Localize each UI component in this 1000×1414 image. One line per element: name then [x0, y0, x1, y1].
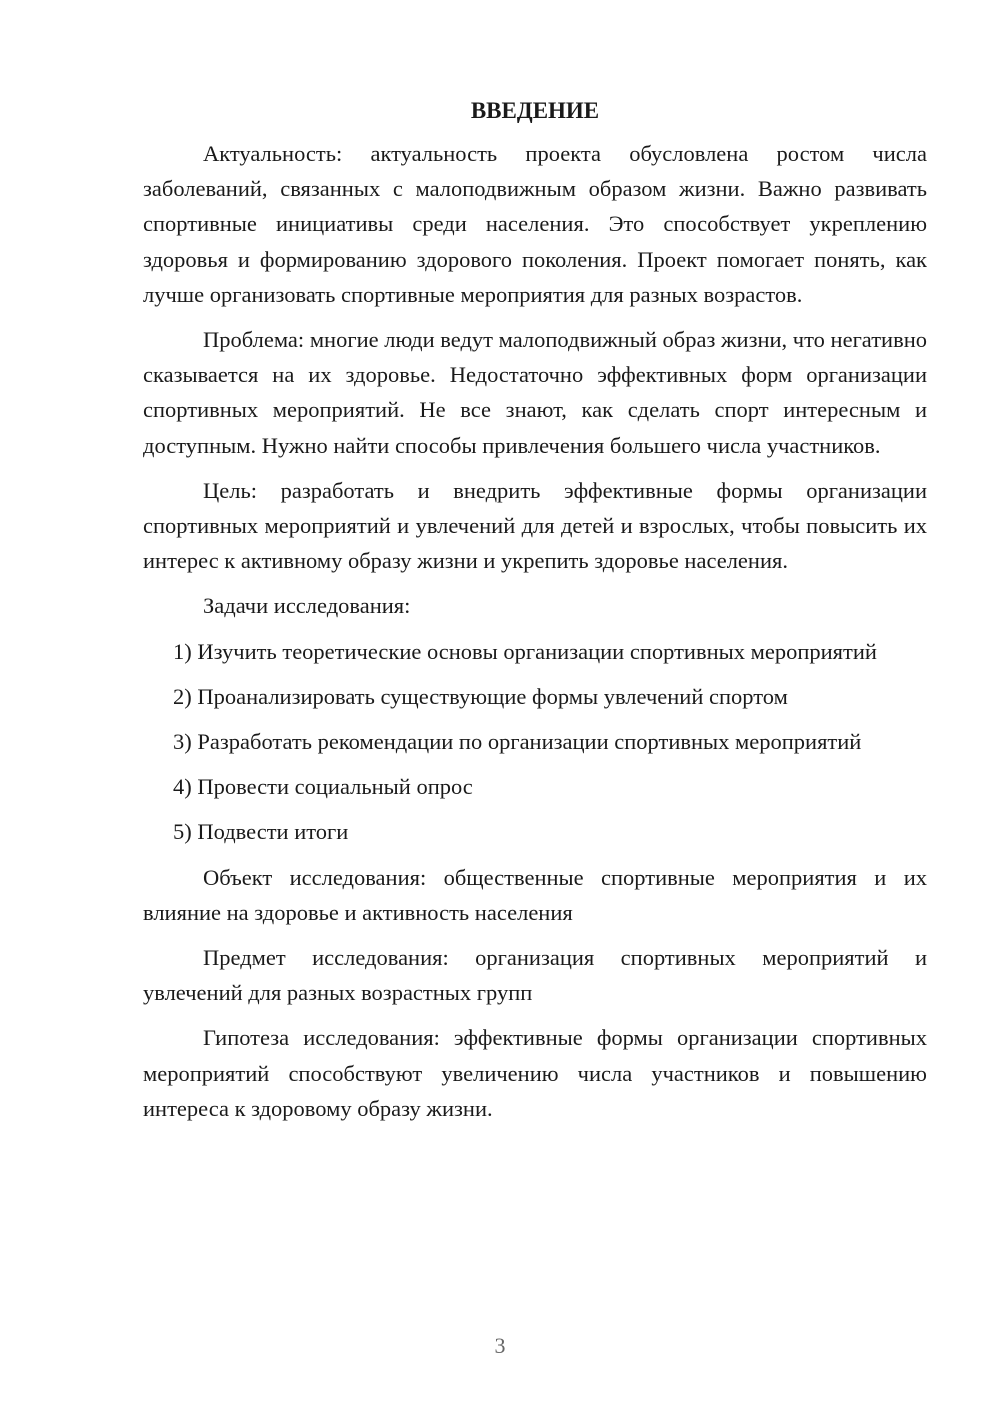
tasks-heading: Задачи исследования:: [203, 593, 411, 619]
page-number: 3: [494, 1333, 506, 1358]
page-title: ВВЕДЕНИЕ: [470, 98, 600, 123]
list-item: 4) Провести социальный опрос: [173, 774, 473, 800]
paragraph-subject: Предмет исследования: организация спортивных мероприятий и увлечений для разных возрастных групп: [143, 945, 927, 1006]
list-item: 3) Разработать рекомендации по организации спортивных мероприятий: [173, 729, 862, 755]
paragraph-relevance: Актуальность: актуальность проекта обусловлена ростом числа заболеваний, связанных с малоподвижным образом жизни. Важно развивать спортивные инициативы среди населения. Это способствует укреплению здоровья и формированию здорового поколения. Проект помогает понять, как лучше организовать спортивные мероприятия для разных возрастов.: [143, 141, 927, 307]
paragraph-problem: Проблема: многие люди ведут малоподвижный образ жизни, что негативно сказывается на их здоровье. Недостаточно эффективных форм организации спортивных мероприятий. Не все знают, как сделать спорт интересным и доступным. Нужно найти способы привлечения большего числа участников.: [143, 327, 927, 458]
document-page: [143, 94, 927, 1136]
paragraph-goal: Цель: разработать и внедрить эффективные формы организации спортивных мероприятий и увлечений для детей и взрослых, чтобы повысить их интерес к активному образу жизни и укрепить здоровье населения.: [143, 477, 927, 574]
list-item: 2) Проанализировать существующие формы увлечений спортом: [173, 683, 788, 709]
tasks-list: [143, 634, 927, 850]
paragraph-hypothesis: Гипотеза исследования: эффективные формы организации спортивных мероприятий способствуют увеличению числа участников и повышению интереса к здоровому образу жизни.: [143, 1025, 927, 1121]
paragraph-object: Объект исследования: общественные спортивные мероприятия и их влияние на здоровье и активность населения: [143, 864, 927, 925]
list-item: 1) Изучить теоретические основы организации спортивных мероприятий: [173, 638, 877, 664]
list-item: 5) Подвести итоги: [173, 819, 349, 845]
